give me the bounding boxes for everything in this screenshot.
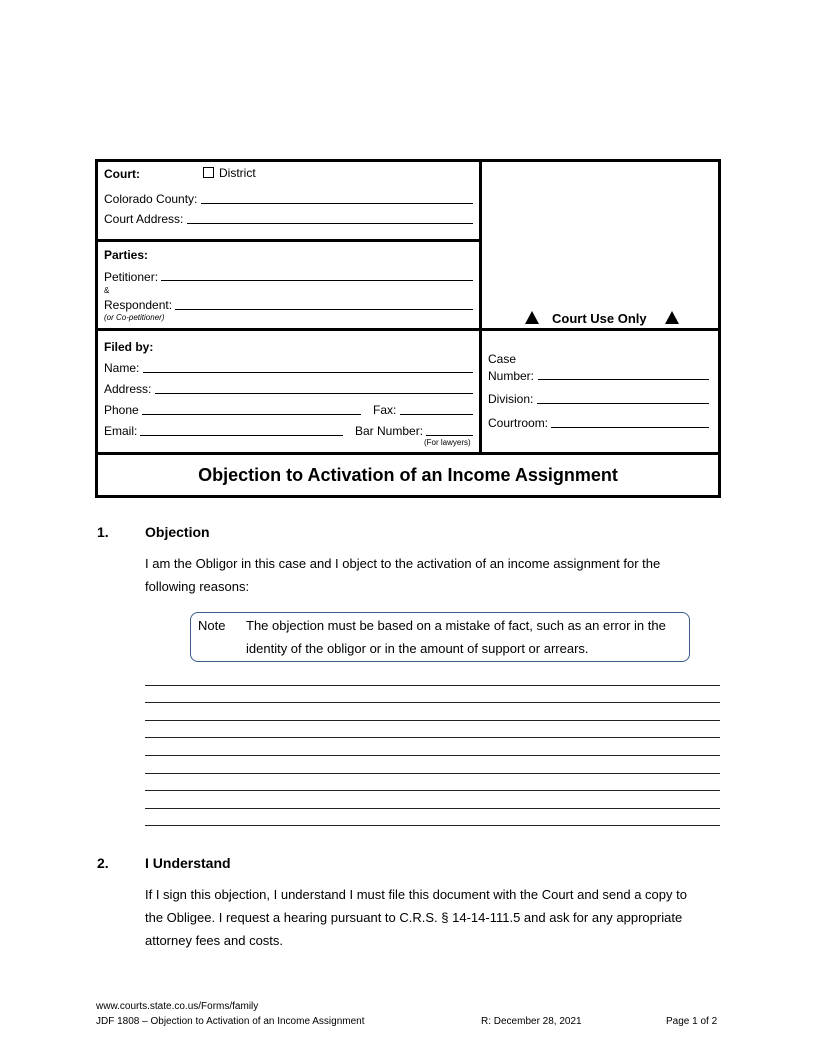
email-label: Email:	[104, 424, 138, 438]
section-2-body-line-2: the Obligee. I request a hearing pursuant to C.R.S. § 14-14-111.5 and ask for any appropriate	[145, 910, 683, 925]
footer-revision: R: December 28, 2021	[481, 1016, 582, 1027]
court-address-label: Court Address:	[104, 212, 184, 226]
section-2-number: 2.	[97, 855, 109, 871]
district-checkbox-label: District	[219, 166, 256, 180]
section-1-body-line-2: following reasons:	[145, 579, 250, 594]
ampersand: &	[104, 286, 110, 295]
court-address-field[interactable]	[187, 223, 473, 224]
section-2-body-line-3: attorney fees and costs.	[145, 933, 284, 948]
section-2-body-line-1: If I sign this objection, I understand I must file this document with the Court and send a copy to	[145, 887, 687, 902]
address-field[interactable]	[155, 393, 473, 394]
county-label: Colorado County:	[104, 192, 198, 206]
parties-filedby-divider	[95, 328, 721, 331]
case-number-field[interactable]	[538, 379, 709, 380]
footer-url: www.courts.state.co.us/Forms/family	[96, 1001, 259, 1012]
fax-label: Fax:	[373, 403, 397, 417]
respondent-field[interactable]	[175, 309, 473, 310]
bar-number-field[interactable]	[426, 435, 473, 436]
district-checkbox[interactable]	[203, 167, 214, 178]
petitioner-field[interactable]	[161, 280, 473, 281]
answer-line-9[interactable]	[145, 825, 720, 826]
answer-line-8[interactable]	[145, 808, 720, 809]
section-1-heading: Objection	[145, 524, 210, 540]
footer-page-number: Page 1 of 2	[666, 1016, 718, 1027]
answer-line-6[interactable]	[145, 773, 720, 774]
answer-line-4[interactable]	[145, 737, 720, 738]
phone-field[interactable]	[142, 414, 361, 415]
answer-line-3[interactable]	[145, 720, 720, 721]
up-triangle-icon	[665, 311, 679, 324]
phone-label: Phone	[104, 403, 139, 417]
footer-form-id: JDF 1808 – Objection to Activation of an Income Assignment	[96, 1016, 365, 1027]
section-1-body-line-1: I am the Obligor in this case and I object to the activation of an income assignment for the	[145, 556, 661, 571]
note-text-line-1: The objection must be based on a mistake of fact, such as an error in the	[246, 618, 666, 633]
address-label: Address:	[104, 382, 152, 396]
fax-field[interactable]	[400, 414, 473, 415]
note-text-line-2: identity of the obligor or in the amount of support or arrears.	[246, 641, 589, 656]
section-2-heading: I Understand	[145, 855, 231, 871]
respondent-note: (or Co-petitioner)	[104, 313, 165, 322]
form-title: Objection to Activation of an Income Assignment	[198, 465, 618, 485]
case-number-label: Number:	[488, 369, 535, 383]
note-label: Note	[198, 618, 226, 633]
section-1-body	[145, 552, 725, 598]
answer-line-2[interactable]	[145, 702, 720, 703]
filed-by-label: Filed by:	[104, 340, 154, 354]
name-field[interactable]	[143, 372, 473, 373]
email-field[interactable]	[140, 435, 343, 436]
division-label: Division:	[488, 392, 534, 406]
caption-vertical-divider	[479, 159, 482, 455]
courtroom-field[interactable]	[551, 427, 709, 428]
division-field[interactable]	[537, 403, 709, 404]
note-text	[246, 614, 686, 660]
courtroom-label: Courtroom:	[488, 416, 549, 430]
case-label: Case	[488, 352, 517, 366]
section-1-number: 1.	[97, 524, 109, 540]
up-triangle-icon	[525, 311, 539, 324]
respondent-label: Respondent:	[104, 298, 173, 312]
answer-line-5[interactable]	[145, 755, 720, 756]
bar-number-note: (For lawyers)	[424, 438, 471, 447]
name-label: Name:	[104, 361, 140, 375]
answer-line-7[interactable]	[145, 790, 720, 791]
section-2-body	[145, 883, 735, 952]
court-use-only-label: Court Use Only	[552, 311, 647, 326]
answer-line-1[interactable]	[145, 685, 720, 686]
petitioner-label: Petitioner:	[104, 270, 159, 284]
court-parties-divider	[95, 239, 481, 242]
parties-label: Parties:	[104, 248, 149, 262]
court-label: Court:	[104, 167, 140, 181]
title-divider	[95, 452, 721, 455]
county-field[interactable]	[201, 203, 473, 204]
bar-number-label: Bar Number:	[355, 424, 424, 438]
